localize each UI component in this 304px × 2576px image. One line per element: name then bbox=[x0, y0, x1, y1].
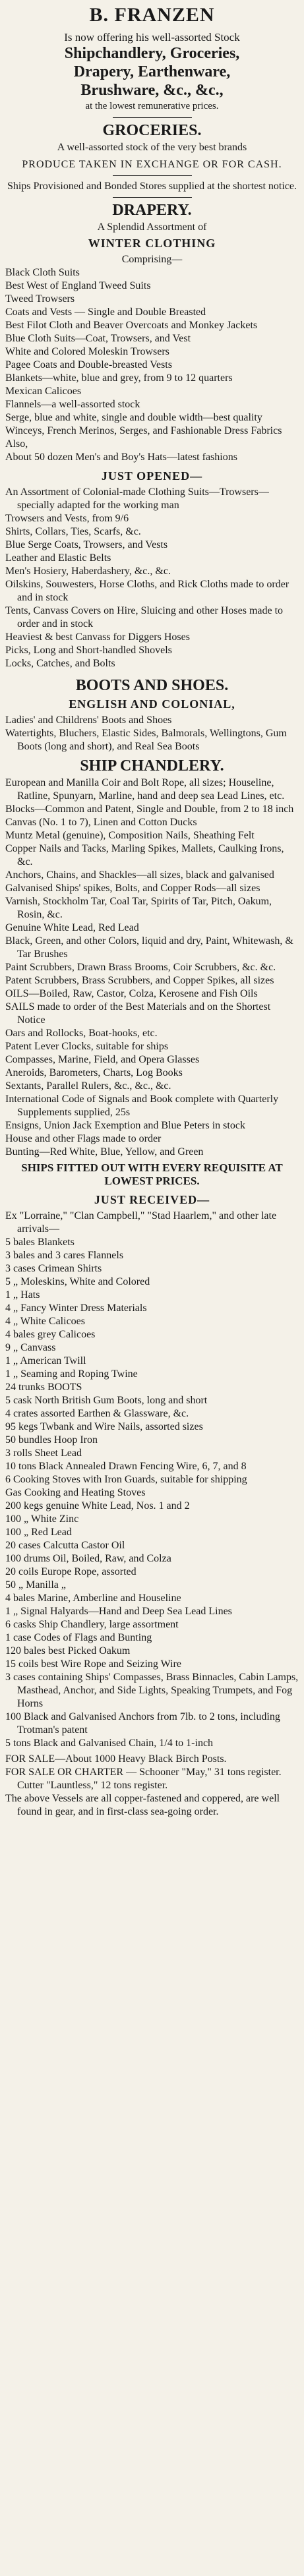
list-item: Locks, Catches, and Bolts bbox=[5, 658, 115, 669]
section-heading-drapery: DRAPERY. bbox=[112, 202, 192, 219]
list-item: Blue Cloth Suits—Coat, Trowsers, and Vest bbox=[5, 333, 191, 344]
intro-line: Is now offering his well-assorted Stock bbox=[64, 31, 240, 44]
list-item: Muntz Metal (genuine), Composition Nails, Sheathing Felt bbox=[5, 830, 255, 841]
section-heading-ship-chandlery: SHIP CHANDLERY. bbox=[80, 757, 224, 775]
intro-line: Shipchandlery, Groceries, bbox=[64, 45, 240, 62]
list-item: Galvanised Ships' spikes, Bolts, and Copper Rods—all sizes bbox=[5, 883, 260, 894]
list-item: 3 cases Crimean Shirts bbox=[5, 1263, 102, 1274]
list-item: Patent Scrubbers, Brass Scrubbers, and Copper Spikes, all sizes bbox=[5, 975, 274, 986]
just-received-list bbox=[5, 1236, 299, 1750]
list-item: SAILS made to order of the Best Materials and on the Shortest Notice bbox=[5, 1001, 271, 1026]
list-item: OILS—Boiled, Raw, Castor, Colza, Kerosene and Fish Oils bbox=[5, 988, 258, 999]
list-item: Shirts, Collars, Ties, Scarfs, &c. bbox=[5, 526, 141, 537]
list-item: FOR SALE OR CHARTER — Schooner "May," 31 tons register. Cutter "Launtless," 12 tons register. bbox=[5, 1767, 282, 1791]
list-item: Patent Lever Clocks, suitable for ships bbox=[5, 1041, 169, 1052]
intro-line: Brushware, &c., &c., bbox=[80, 82, 224, 99]
list-item: 4 crates assorted Earthen & Glassware, &c. bbox=[5, 1408, 189, 1419]
list-item: Blue Serge Coats, Trowsers, and Vests bbox=[5, 539, 168, 550]
list-item: 1 „ Signal Halyards—Hand and Deep Sea Lead Lines bbox=[5, 1606, 232, 1617]
list-item: 95 kegs Twbank and Wire Nails, assorted sizes bbox=[5, 1421, 203, 1432]
list-item: White and Colored Moleskin Trowsers bbox=[5, 346, 169, 357]
list-item: 6 casks Ship Chandlery, large assortment bbox=[5, 1619, 179, 1630]
list-item: 3 bales and 3 cares Flannels bbox=[5, 1250, 124, 1261]
text-line: Ex "Lorraine," "Clan Campbell," "Stad Haarlem," and other late arrivals— bbox=[5, 1210, 277, 1235]
list-item: Flannels—a well-assorted stock bbox=[5, 399, 140, 410]
list-item: Winceys, French Merinos, Serges, and Fashionable Dress Fabrics bbox=[5, 425, 282, 436]
list-item: 1 „ Seaming and Roping Twine bbox=[5, 1368, 138, 1380]
list-item: 9 „ Canvass bbox=[5, 1342, 56, 1353]
list-item: 20 coils Europe Rope, assorted bbox=[5, 1566, 137, 1577]
list-item: Heaviest & best Canvass for Diggers Hoses bbox=[5, 631, 190, 643]
list-item: 50 bundles Hoop Iron bbox=[5, 1434, 98, 1446]
list-item: Leather and Elastic Belts bbox=[5, 552, 111, 564]
divider bbox=[113, 117, 192, 118]
list-item: 100 „ Red Lead bbox=[5, 1527, 72, 1538]
list-item: 4 bales grey Calicoes bbox=[5, 1329, 96, 1340]
notice-line: SHIPS FITTED OUT WITH EVERY REQUISITE AT LOWEST PRICES. bbox=[21, 1161, 283, 1187]
list-item: About 50 dozen Men's and Boy's Hats—latest fashions bbox=[5, 452, 237, 463]
list-item: 3 rolls Sheet Lead bbox=[5, 1448, 82, 1459]
section-subhead: ENGLISH AND COLONIAL, bbox=[69, 697, 235, 711]
list-item: 100 drums Oil, Boiled, Raw, and Colza bbox=[5, 1553, 171, 1564]
list-item: Paint Scrubbers, Drawn Brass Brooms, Coir Scrubbers, &c. &c. bbox=[5, 962, 276, 973]
list-item: Oars and Rollocks, Boat-hooks, etc. bbox=[5, 1028, 158, 1039]
list-item: 100 Black and Galvanised Anchors from 7lb. to 2 tons, including Trotman's patent bbox=[5, 1711, 280, 1736]
list-item: Compasses, Marine, Field, and Opera Glasses bbox=[5, 1054, 200, 1065]
text-line: PRODUCE TAKEN IN EXCHANGE OR FOR CASH. bbox=[22, 159, 282, 170]
list-item: 200 kegs genuine White Lead, Nos. 1 and 2 bbox=[5, 1500, 190, 1511]
list-item: 50 „ Manilla „ bbox=[5, 1579, 66, 1591]
list-item: European and Manilla Coir and Bolt Rope, all sizes; Houseline, Ratline, Spunyarn, Marline, hand and deep sea Lead Lines, etc. bbox=[5, 777, 285, 802]
list-item: Blocks—Common and Patent, Single and Double, from 2 to 18 inch bbox=[5, 804, 294, 815]
ship-chandlery-list bbox=[5, 776, 299, 1159]
list-item: Trowsers and Vests, from 9/6 bbox=[5, 513, 129, 524]
list-item: Best Filot Cloth and Beaver Overcoats and Monkey Jackets bbox=[5, 320, 258, 331]
text-line: A well-assorted stock of the very best brands bbox=[57, 142, 247, 153]
list-item: Aneroids, Barometers, Charts, Log Books bbox=[5, 1067, 183, 1078]
list-item: An Assortment of Colonial-made Clothing Suits—Trowsers—specially adapted for the working man bbox=[5, 486, 269, 511]
list-item: 5 bales Blankets bbox=[5, 1237, 75, 1248]
list-item: House and other Flags made to order bbox=[5, 1133, 162, 1144]
list-item: Black Cloth Suits bbox=[5, 267, 80, 278]
list-item: Serge, blue and white, single and double width—best quality bbox=[5, 412, 262, 423]
list-item: 1 case Codes of Flags and Bunting bbox=[5, 1632, 152, 1643]
list-item: Genuine White Lead, Red Lead bbox=[5, 922, 139, 933]
list-item: Men's Hosiery, Haberdashery, &c., &c. bbox=[5, 566, 171, 577]
list-item: Pagee Coats and Double-breasted Vests bbox=[5, 359, 172, 370]
intro-line: Drapery, Earthenware, bbox=[73, 63, 231, 80]
list-item: 120 bales best Picked Oakum bbox=[5, 1645, 131, 1656]
list-item: 4 bales Marine, Amberline and Houseline bbox=[5, 1593, 181, 1604]
boots-list bbox=[5, 714, 299, 753]
intro-line: at the lowest remunerative prices. bbox=[85, 101, 219, 111]
list-item: 100 „ White Zinc bbox=[5, 1513, 79, 1525]
list-item: Anchors, Chains, and Shackles—all sizes, black and galvanised bbox=[5, 869, 274, 881]
merchant-name: B. FRANZEN bbox=[89, 4, 215, 26]
list-item: Also, bbox=[5, 438, 28, 450]
list-item: Copper Nails and Tacks, Marling Spikes, Mallets, Caulking Irons, &c. bbox=[5, 843, 284, 867]
list-item: Varnish, Stockholm Tar, Coal Tar, Spirits of Tar, Pitch, Oakum, Rosin, &c. bbox=[5, 896, 272, 920]
list-item: 4 „ White Calicoes bbox=[5, 1316, 85, 1327]
list-item: Black, Green, and other Colors, liquid and dry, Paint, Whitewash, & Tar Brushes bbox=[5, 935, 293, 960]
list-item: 10 tons Black Annealed Drawn Fencing Wire, 6, 7, and 8 bbox=[5, 1461, 247, 1472]
list-item: Coats and Vests — Single and Double Breasted bbox=[5, 307, 206, 318]
section-subhead: WINTER CLOTHING bbox=[88, 237, 216, 250]
text-line: Ships Provisioned and Bonded Stores supplied at the shortest notice. bbox=[7, 181, 297, 192]
list-item: 5 „ Moleskins, White and Colored bbox=[5, 1276, 150, 1287]
intro-block bbox=[9, 30, 295, 113]
list-item: 6 Cooking Stoves with Iron Guards, suitable for shipping bbox=[5, 1474, 247, 1485]
text-line: Comprising— bbox=[121, 254, 183, 265]
list-item: Gas Cooking and Heating Stoves bbox=[5, 1487, 146, 1498]
list-item: Mexican Calicoes bbox=[5, 386, 82, 397]
list-item: Blankets—white, blue and grey, from 9 to 12 quarters bbox=[5, 372, 233, 384]
list-item: FOR SALE—About 1000 Heavy Black Birch Posts. bbox=[5, 1753, 227, 1765]
list-item: Tweed Trowsers bbox=[5, 293, 75, 305]
list-item: 5 cask North British Gum Boots, long and short bbox=[5, 1395, 208, 1406]
list-item: 1 „ Hats bbox=[5, 1289, 40, 1301]
divider bbox=[113, 197, 192, 198]
list-item: Ladies' and Childrens' Boots and Shoes bbox=[5, 715, 172, 726]
list-item: 3 cases containing Ships' Compasses, Brass Binnacles, Cabin Lamps, Masthead, Anchor, and Side Lights, Speaking Trumpets, and Fog Horns bbox=[5, 1672, 299, 1709]
list-item: Best West of England Tweed Suits bbox=[5, 280, 151, 291]
section-heading-just-received: JUST RECEIVED— bbox=[94, 1193, 210, 1206]
list-item: 5 tons Black and Galvanised Chain, 1/4 to 1-inch bbox=[5, 1738, 214, 1749]
list-item: Bunting—Red White, Blue, Yellow, and Green bbox=[5, 1146, 204, 1157]
section-heading-just-opened: JUST OPENED— bbox=[101, 469, 203, 483]
list-item: Sextants, Parallel Rulers, &c., &c., &c. bbox=[5, 1080, 171, 1092]
list-item: Canvas (No. 1 to 7), Linen and Cotton Ducks bbox=[5, 817, 197, 828]
list-item: International Code of Signals and Book complete with Quarterly Supplements supplied, 25s bbox=[5, 1094, 279, 1118]
list-item: Oilskins, Souwesters, Horse Cloths, and Rick Cloths made to order and in stock bbox=[5, 579, 289, 603]
drapery-list bbox=[5, 266, 299, 464]
list-item: Picks, Long and Short-handled Shovels bbox=[5, 645, 172, 656]
list-item: Tents, Canvass Covers on Hire, Sluicing and other Hoses made to order and in stock bbox=[5, 605, 284, 629]
list-item: Ensigns, Union Jack Exemption and Blue Peters in stock bbox=[5, 1120, 245, 1131]
divider bbox=[113, 175, 192, 176]
list-item: The above Vessels are all copper-fastened and coppered, are well found in gear, and in first-class sea-going order. bbox=[5, 1793, 280, 1817]
for-sale-list bbox=[5, 1753, 299, 1819]
list-item: 1 „ American Twill bbox=[5, 1355, 86, 1366]
list-item: 15 coils best Wire Rope and Seizing Wire bbox=[5, 1658, 181, 1670]
list-item: Watertights, Bluchers, Elastic Sides, Balmorals, Wellingtons, Gum Boots (long and short), and Real Sea Boots bbox=[5, 728, 287, 752]
section-heading-groceries: GROCERIES. bbox=[102, 122, 202, 139]
just-opened-list bbox=[5, 486, 299, 670]
list-item: 24 trunks BOOTS bbox=[5, 1382, 82, 1393]
text-line: A Splendid Assortment of bbox=[97, 221, 207, 233]
list-item: 4 „ Fancy Winter Dress Materials bbox=[5, 1303, 147, 1314]
section-heading-boots: BOOTS AND SHOES. bbox=[75, 677, 229, 694]
list-item: 20 cases Calcutta Castor Oil bbox=[5, 1540, 125, 1551]
